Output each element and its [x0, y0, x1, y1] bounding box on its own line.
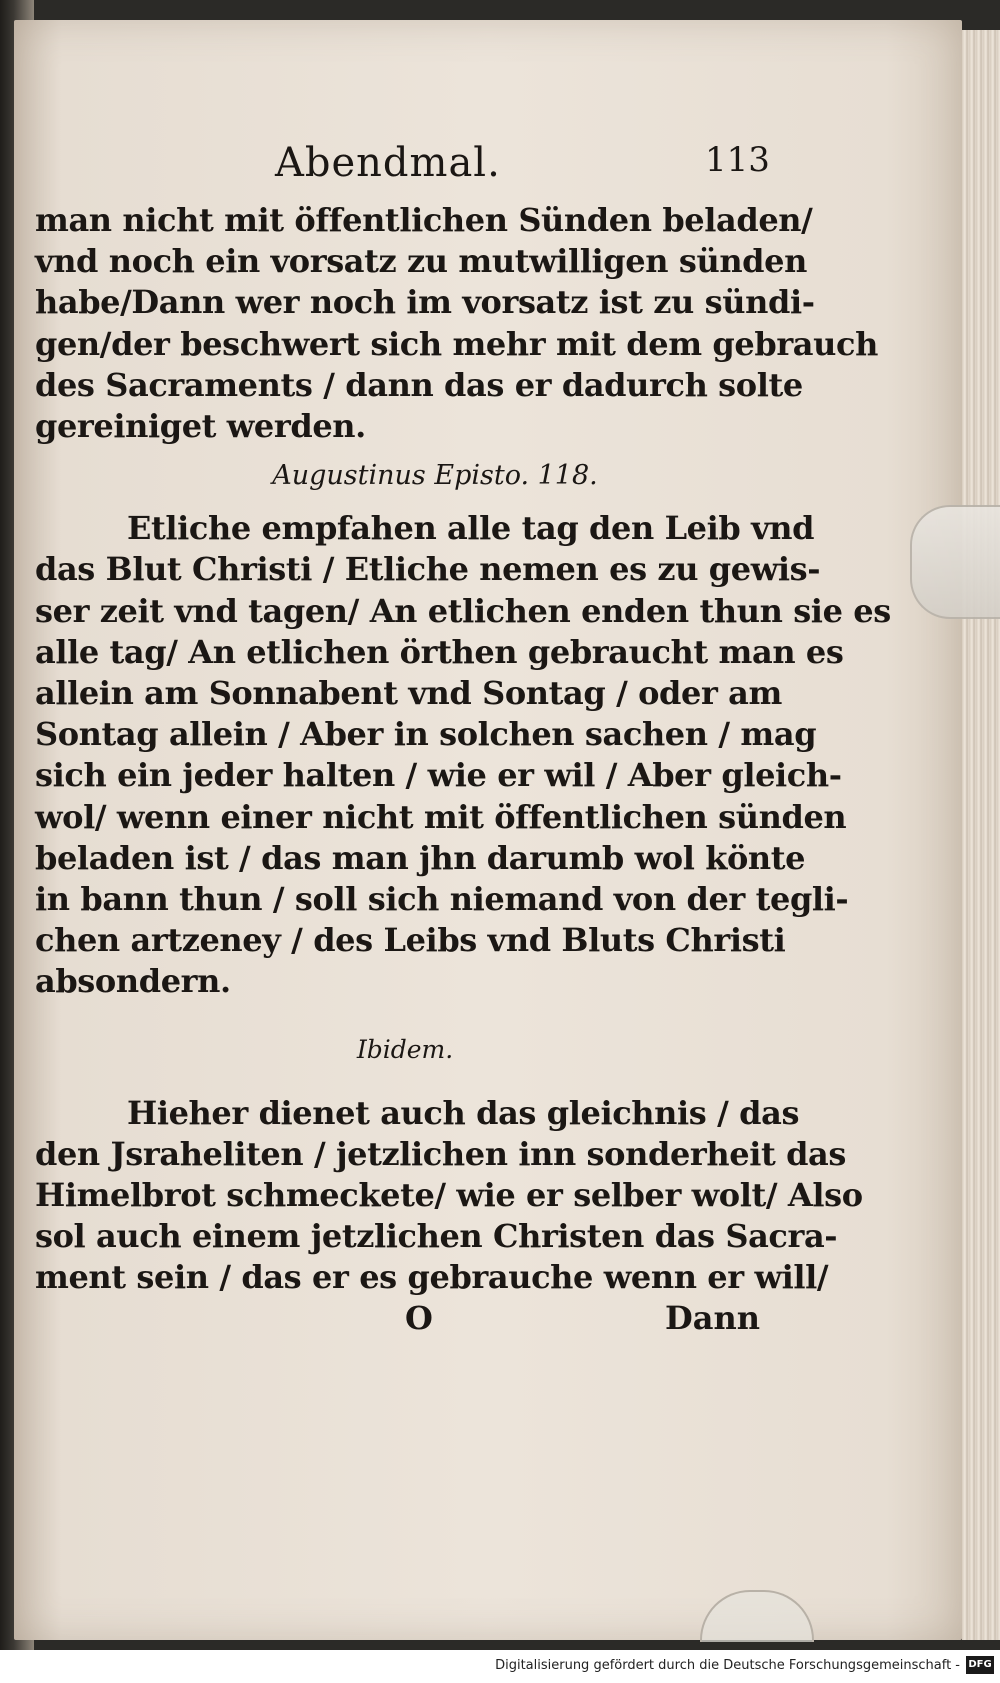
page-text	[35, 140, 891, 1344]
text-line: gen/der beschwert sich mehr mit dem gebrauch	[35, 324, 878, 363]
text-line: das Blut Christi / Etliche nemen es zu gewis-	[35, 550, 821, 589]
text-line: absondern.	[35, 962, 231, 1001]
paragraph-1	[35, 200, 878, 447]
paragraph-3	[35, 1093, 863, 1299]
running-header	[35, 140, 770, 200]
text-line: alle tag/ An etlichen örthen gebraucht man es	[35, 632, 844, 671]
page-footer	[35, 1299, 765, 1344]
source-citation: Ibidem.	[356, 1034, 454, 1064]
page-stack-edge	[962, 30, 1000, 1640]
paragraph-2	[35, 508, 891, 1002]
text-line: man nicht mit öffentlichen Sünden beladen/	[35, 201, 813, 239]
credit-bar	[0, 1650, 1000, 1683]
text-line: ser zeit vnd tagen/ An etlichen enden thun sie es	[35, 591, 891, 630]
text-line: in bann thun / soll sich niemand von der tegli-	[35, 880, 849, 919]
text-line: den Jsraheliten / jetzlichen inn sonderheit das	[35, 1134, 846, 1173]
text-line: vnd noch ein vorsatz zu mutwilligen sünden	[35, 242, 807, 281]
text-line: Etliche empfahen alle tag den Leib vnd	[127, 509, 815, 548]
text-line: chen artzeney / des Leibs vnd Bluts Christi	[35, 921, 786, 960]
text-line: Sontag allein / Aber in solchen sachen / mag	[35, 715, 817, 754]
signature-mark: O	[405, 1298, 433, 1337]
text-line: Hieher dienet auch das gleichnis / das	[127, 1093, 800, 1132]
text-line: habe/Dann wer noch im vorsatz ist zu sündi-	[35, 283, 815, 322]
text-line: sol auch einem jetzlichen Christen das Sacra-	[35, 1217, 838, 1256]
text-line: allein am Sonnabent vnd Sontag / oder am	[35, 674, 782, 713]
text-line: beladen ist / das man jhn darumb wol könte	[35, 838, 806, 877]
text-line: wol/ wenn einer nicht mit öffentlichen sünden	[35, 797, 847, 836]
dfg-logo: DFG	[966, 1656, 994, 1674]
page-number: 113	[705, 140, 770, 180]
source-citation: Augustinus Episto. 118.	[272, 460, 598, 492]
text-line: sich ein jeder halten / wie er wil / Aber gleich-	[35, 756, 842, 795]
bookmark-clip	[910, 505, 1000, 619]
text-line: des Sacraments / dann das er dadurch solte	[35, 365, 803, 404]
catchword: Dann	[665, 1298, 761, 1337]
funding-credit: Digitalisierung gefördert durch die Deutsche Forschungsgemeinschaft -	[495, 1658, 960, 1673]
running-title: Abendmal.	[275, 140, 501, 186]
text-line: ment sein / das er es gebrauche wenn er will/	[35, 1258, 829, 1297]
text-line: gereiniget werden.	[35, 407, 366, 446]
text-line: Himelbrot schmeckete/ wie er selber wolt/ Also	[35, 1176, 863, 1215]
